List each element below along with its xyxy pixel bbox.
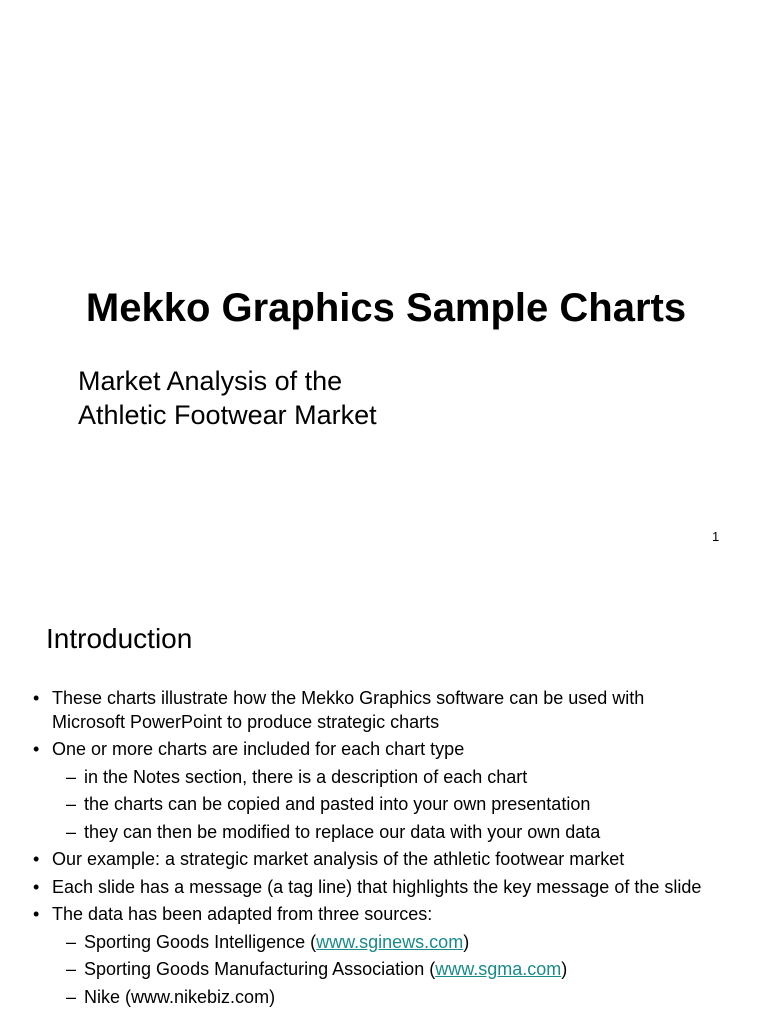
list-item xyxy=(0,876,768,900)
source-suffix: ) xyxy=(463,931,470,952)
page-number: 1 xyxy=(712,529,720,544)
source-prefix: Sporting Goods Manufacturing Association ( xyxy=(84,959,436,979)
list-item xyxy=(0,738,768,762)
source-link-sgma[interactable]: www.sgma.com xyxy=(435,959,562,979)
introduction-heading: Introduction xyxy=(46,623,193,654)
dash-icon: – xyxy=(66,986,77,1007)
sub-list-item xyxy=(0,821,768,845)
slide-subtitle xyxy=(78,364,377,432)
source-prefix: Nike ( xyxy=(84,986,132,1007)
bullet-icon: • xyxy=(33,688,40,708)
list-item xyxy=(0,848,768,872)
bullet-icon: • xyxy=(33,876,40,897)
source-suffix: ) xyxy=(561,959,568,979)
dash-icon: – xyxy=(66,959,77,979)
sub-list-item xyxy=(0,958,768,982)
dash-icon: – xyxy=(66,931,77,952)
bullet-text: One or more charts are included for each chart type xyxy=(52,739,465,759)
subtitle-line-2: Athletic Footwear Market xyxy=(78,400,377,430)
bullet-list xyxy=(0,687,768,1013)
bullet-icon: • xyxy=(33,904,40,924)
subtitle-line-1: Market Analysis of the xyxy=(78,366,343,396)
bullet-text: The data has been adapted from three sources: xyxy=(52,904,433,924)
slide-title: Mekko Graphics Sample Charts xyxy=(85,286,687,330)
dash-icon: – xyxy=(66,821,77,842)
bullet-icon: • xyxy=(33,739,40,759)
sub-bullet-text: the charts can be copied and pasted into your own presentation xyxy=(84,794,591,814)
list-item xyxy=(0,903,768,927)
sub-list-item xyxy=(0,793,768,817)
source-link-nikebiz[interactable]: www.nikebiz.com xyxy=(131,986,270,1007)
bullet-text: These charts illustrate how the Mekko Graphics software can be used with Microsoft PowerPoint to produce strategic charts xyxy=(52,688,645,732)
source-link-sginews[interactable]: www.sginews.com xyxy=(316,931,464,952)
source-prefix: Sporting Goods Intelligence ( xyxy=(84,931,317,952)
introduction-slide xyxy=(0,560,768,1024)
dash-icon: – xyxy=(66,794,77,814)
list-item xyxy=(0,687,768,734)
bullet-icon: • xyxy=(33,849,40,869)
sub-list-item xyxy=(0,986,768,1010)
sub-list-item xyxy=(0,931,768,955)
bullet-text: Our example: a strategic market analysis of the athletic footwear market xyxy=(52,849,625,869)
sub-list-item xyxy=(0,766,768,790)
dash-icon: – xyxy=(66,766,77,787)
source-suffix: ) xyxy=(269,986,276,1007)
bullet-text: Each slide has a message (a tag line) that highlights the key message of the slide xyxy=(52,876,702,897)
sub-bullet-text: in the Notes section, there is a description of each chart xyxy=(84,766,528,787)
sub-bullet-text: they can then be modified to replace our data with your own data xyxy=(84,821,601,842)
